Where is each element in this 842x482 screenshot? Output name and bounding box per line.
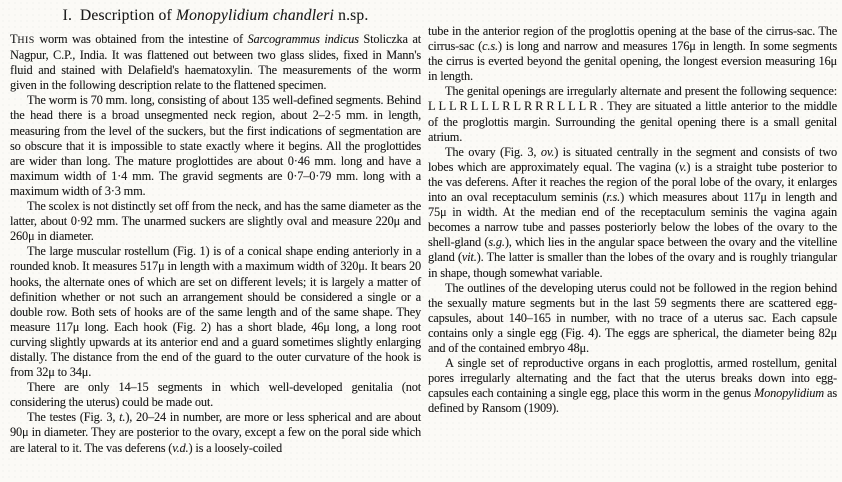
text-run: tube in the anterior region of the proglottis opening at the base of the cirrus-sac. The cirrus-sac (	[428, 24, 837, 54]
letter-sequence: LLLRLLLRLRRRLLLR	[428, 99, 601, 114]
italic-run: v.d.	[172, 440, 189, 455]
italic-run: v.	[679, 159, 687, 174]
italic-run: Monopylidium	[754, 386, 824, 401]
left-column	[10, 0, 421, 456]
text-run: ) is situated centrally in the segment and consists of two lobes which are approximately equal. The vagina (	[428, 144, 837, 174]
text-run: ), which lies in the angular space between the ovary and the vitelline gland (	[428, 235, 837, 265]
italic-run: c.s.	[482, 39, 498, 54]
italic-run: vit.	[461, 250, 477, 265]
paragraph	[428, 84, 837, 144]
text-run: The genital openings are irregularly alternate and present the following sequence:	[445, 84, 837, 99]
right-column	[428, 24, 837, 416]
text-run: The scolex is not distinctly set off from the neck, and has the same diameter as the latter, about 0·92 mm. The unarmed suckers are slightly oval and measure 220μ and 260μ in diameter.	[10, 199, 421, 244]
paragraph	[10, 244, 421, 380]
text-run: The large muscular rostellum (Fig. 1) is of a conical shape ending anteriorly in a rounded knob. It measures 517μ in length with a maximum width of 320μ. It bears 20 hooks, the alternate ones of which are set on different levels; it is largely a matter of definition whether or not such an arrangement should be considered a single or a double row. Both sets of hooks are of the same length and of the same shape. They measure 117μ long. Each hook (Fig. 2) has a short blade, 46μ long, a long root curving slightly upwards at its anterior end and a guard sometimes slightly enlarging distally. The distance from the end of the guard to the outer curvature of the hook is from 32μ to 34μ.	[10, 244, 421, 380]
text-run: ) is long and narrow and measures 176μ in length. In some segments the cirrus is everted beyond the genital opening, the longest eversion measuring 16μ in length.	[428, 39, 837, 84]
text-run: I. Description of	[62, 7, 176, 24]
paragraph	[428, 145, 837, 281]
paragraph	[10, 93, 421, 199]
text-run: The ovary (Fig. 3,	[445, 144, 541, 159]
paragraph	[10, 410, 421, 455]
text-run: n.sp.	[334, 7, 369, 24]
italic-run: r.s.	[606, 190, 621, 205]
left-column-text	[10, 32, 421, 456]
text-run: The worm is 70 mm. long, consisting of about 135 well-defined segments. Behind the head there is a broad unsegmented neck region, about 2–2·5 mm. in length, measuring from the level of the suckers, but the first indications of segmentation are so obscure that it is impossible to state exactly where it begins. All the proglottides are wider than long. The mature proglottides are about 0·46 mm. long and have a maximum width of 1·4 mm. The gravid segments are 0·7–0·79 mm. long with a maximum width of 3·3 mm.	[10, 93, 421, 198]
paragraph	[10, 380, 421, 410]
italic-run: Monopylidium chandleri	[175, 7, 335, 24]
paragraph	[10, 199, 421, 244]
section-title	[10, 7, 421, 25]
text-run: ). The latter is smaller than the lobes of the ovary and is roughly triangular in shape, though somewhat variable.	[428, 250, 837, 280]
text-run: worm was obtained from the intestine of	[34, 32, 248, 46]
text-run: ) is a loosely-coiled	[188, 440, 282, 455]
text-run: ), 20–24 in number, are more or less spherical and are about 90μ in diameter. They are posterior to the ovary, except a few on the poral side which are lateral to it. The vas deferens (	[10, 410, 422, 455]
italic-run: Sarcogrammus indicus	[247, 32, 359, 46]
paragraph	[428, 356, 837, 416]
italic-run: s.g.	[488, 235, 505, 250]
text-run: ) which measures about 117μ in length and 75μ in width. At the median end of the receptaculum seminis the vagina again becomes a narrow tube and passes posteriorly below the lobes of the ovary to the shell-gland (	[428, 190, 837, 250]
text-run: Stoliczka at Nagpur, C.P., India. It was flattened out between two glass slides, fixed in Mann's fluid and stained with Delafield's haematoxylin. The measurements of the worm given in the following description relate to the flattened specimen.	[10, 32, 421, 93]
italic-run: t.	[119, 410, 126, 425]
paragraph	[428, 281, 837, 356]
italic-run: ov.	[540, 144, 555, 159]
text-run: The outlines of the developing uterus could not be followed in the region behind the sexually mature segments but in the last 59 segments there are scattered egg-capsules, about 140–165 in number, with no trace of a uterus sac. Each capsule contains only a single egg (Fig. 4). The eggs are spherical, the diameter being 82μ and of the contained embryo 48μ.	[428, 280, 837, 355]
text-run: T	[10, 32, 18, 46]
text-run: The testes (Fig. 3,	[27, 410, 120, 425]
text-run: A single set of reproductive organs in each proglottis, armed rostellum, genital pores irregularly alternating and the fact that the uterus breaks down into egg-capsules each containing a single egg, place this worm in the genus	[428, 356, 837, 401]
text-run: There are only 14–15 segments in which well-developed genitalia (not considering the uterus) could be made out.	[10, 380, 421, 410]
text-run: as defined by Ransom (1909).	[428, 386, 837, 416]
paragraph	[428, 24, 837, 84]
text-run: ) is a straight tube posterior to the vas deferens. After it reaches the region of the poral lobe of the ovary, it enlarges into an oval receptaculum seminis (	[428, 159, 837, 205]
text-run: . They are situated a little anterior to the middle of the proglottis margin. Surrounding the genital opening there is a small genital atrium.	[428, 99, 837, 144]
paragraph	[10, 32, 421, 93]
text-run: HIS	[17, 35, 35, 46]
right-column-text	[428, 24, 837, 416]
